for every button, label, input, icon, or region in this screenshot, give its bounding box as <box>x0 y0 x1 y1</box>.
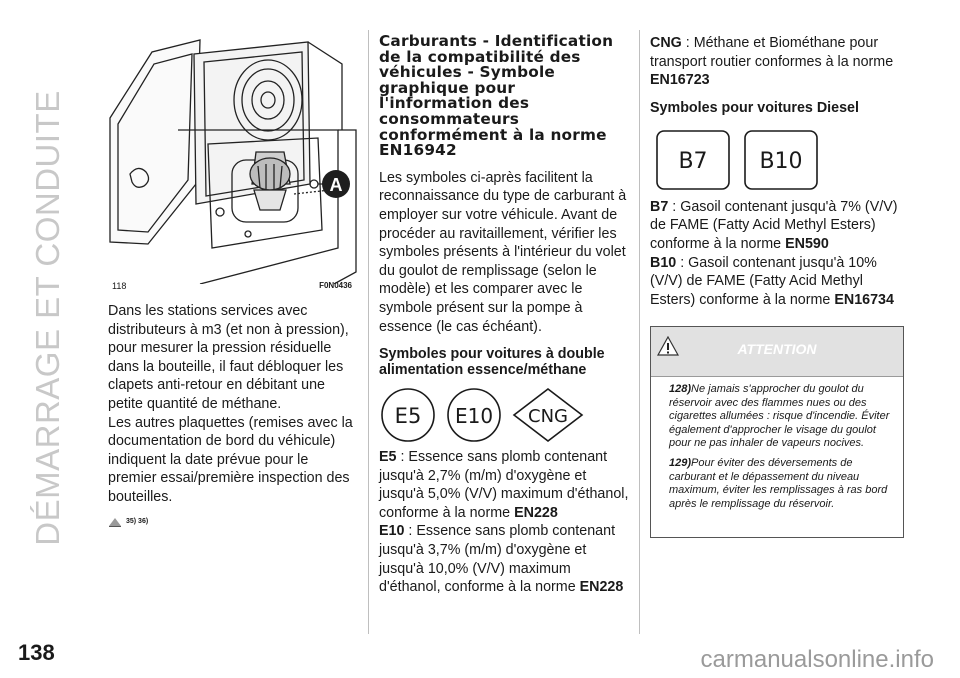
reference-numbers: 35) 36) <box>126 517 149 525</box>
figure-code: F0N0436 <box>319 281 352 290</box>
section-heading: Carburants - Identification de la compatibilité des véhicules - Symbole graphique pour l'information des consommateurs conformément à la norme EN16942 <box>379 32 614 160</box>
column-3 <box>650 34 905 309</box>
b7-label: B7 <box>650 198 669 215</box>
references-line <box>108 513 358 532</box>
b7-description: B7 : Gasoil contenant jusqu'à 7% (V/V) de FAME (Fatty Acid Methyl Esters) conforme à la norme EN590 <box>650 198 898 252</box>
column-1 <box>108 302 358 531</box>
e5-description: E5 : Essence sans plomb contenant jusqu'à 2,7% (m/m) d'oxygène et jusqu'à 5,0% (V/V) maximum d'éthanol, conforme à la norme EN228 <box>379 449 629 521</box>
svg-text:E10: E10 <box>454 404 494 429</box>
attention-title: ATTENTION <box>737 341 817 357</box>
figure-caption <box>108 281 358 295</box>
b10-description: B10 : Gasoil contenant jusqu'à 10% (V/V) de FAME (Fatty Acid Methyl Esters) conforme à la norme EN16734 <box>650 254 894 308</box>
fuel-filler-drawing <box>108 34 358 284</box>
e5-fuel-symbol <box>379 388 437 442</box>
attention-box <box>650 326 904 538</box>
e10-norm: EN228 <box>579 579 624 596</box>
cng-fuel-symbol <box>511 388 585 442</box>
column-2 <box>379 34 631 597</box>
cng-norm: EN16723 <box>650 72 710 89</box>
column-divider-right <box>639 30 640 634</box>
book-reference-icon <box>108 516 122 528</box>
intro-paragraph: Les symboles ci-après facilitent la reconnaissance du type de carburant à employer sur votre véhicule. Avant de procéder au ravitaillement, vérifier les symboles présents à l'intérieur du volet du goulot de remplissage (selon le modèle) et les comparer avec le symbole présent sur la pompe à essence (le cas échéant). <box>379 169 627 335</box>
attention-header <box>651 327 903 377</box>
cng-description: CNG : Méthane et Biométhane pour transport routier conformes à la norme EN16723 <box>650 35 894 89</box>
svg-text:CNG: CNG <box>528 406 568 428</box>
e5-label: E5 <box>379 449 397 466</box>
b10-label: B10 <box>650 254 677 271</box>
site-watermark: carmanualsonline.info <box>700 646 934 673</box>
column-divider-left <box>368 30 369 634</box>
dual-fuel-symbols <box>379 388 631 442</box>
cng-label: CNG <box>650 35 682 51</box>
e5-norm: EN228 <box>514 504 558 521</box>
e10-label: E10 <box>379 523 405 540</box>
paragraph-inspection-date: Les autres plaquettes (remises avec la documentation de bord du véhicule) indiquent la date prévue pour le premier essai/première inspection des bouteilles. <box>108 414 353 505</box>
svg-text:B7: B7 <box>678 148 708 174</box>
b7-fuel-symbol <box>656 130 730 190</box>
callout-label: A <box>329 175 343 195</box>
subheading-diesel: Symboles pour voitures Diesel <box>650 99 859 116</box>
b7-norm: EN590 <box>785 235 829 252</box>
warning-note-1: 128)Ne jamais s'approcher du goulot du réservoir avec des flammes nues ou des cigarettes allumées : risque d'incendie. Éviter également d'approcher le visage du goulot pour ne pas inhaler de vapeurs nocives. <box>669 383 890 450</box>
paragraph-methane-pressure: Dans les stations services avec distributeurs à m3 (et non à pression), pour mesurer la pression résiduelle dans la bouteille, il faut débloquer les clapets anti-retour en débitant une petite quantité de méthane. <box>108 303 349 412</box>
subheading-dual-fuel: Symboles pour voitures à double alimentation essence/méthane <box>379 346 605 379</box>
e10-fuel-symbol <box>443 388 505 442</box>
figure-number: 118 <box>112 281 127 291</box>
warning-note-2: 129)Pour éviter des déversements de carburant et le dépassement du niveau maximum, éviter les remplissages à ras bord après le remplissage du réservoir. <box>669 456 888 510</box>
section-side-title: DÉMARRAGE ET CONDUITE <box>29 90 66 546</box>
page-number: 138 <box>18 640 55 665</box>
attention-body <box>651 377 903 511</box>
svg-text:E5: E5 <box>394 404 422 429</box>
fuel-filler-illustration <box>108 34 358 284</box>
b10-fuel-symbol <box>744 130 818 190</box>
b10-norm: EN16734 <box>834 291 894 308</box>
svg-text:B10: B10 <box>759 148 803 174</box>
diesel-symbols <box>656 130 905 190</box>
e10-description: E10 : Essence sans plomb contenant jusqu'à 3,7% (m/m) d'oxygène et jusqu'à 10,0% (V/V) maximum d'éthanol, conforme à la norme EN228 <box>379 523 624 596</box>
